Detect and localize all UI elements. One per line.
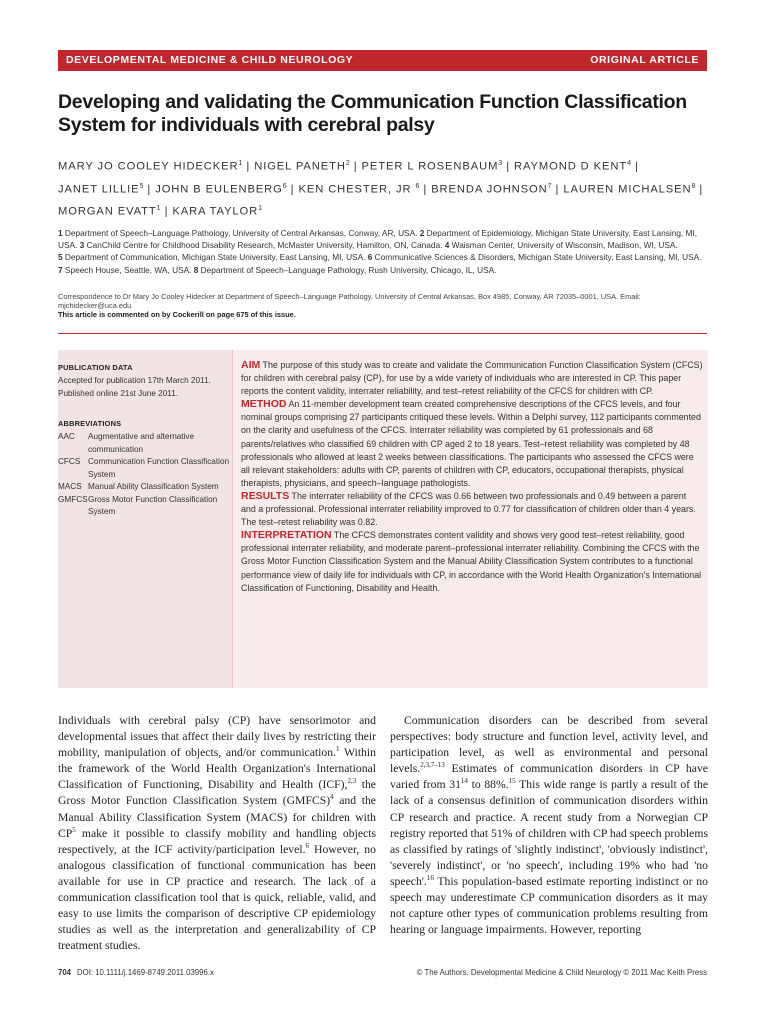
abstract-text: AIM The purpose of this study was to create and validate the Communication Function Classification System (CFCS) for children with cerebral palsy (CP), for use by a wide variety of individuals who are interested in CP. This paper reports the content validity, interrater reliability, and test–retest reliability of the CFCS for children with CP. METHOD An 11-member development team created comprehensive descriptions of the CFCS levels, and four nominal groups comprising 27 participants critiqued these levels. Within a Delphi survey, 112 participants commented on the clarity and usefulness of the CFCS. Interrater reliability was completed by 61 professionals and 68 parents/relatives who classified 69 children with CP aged 2 to 18 years. Test–retest reliability was completed by 48 professionals who allowed at least 2 weeks between classifications. The participants who assessed the CFCS were all relevant stakeholders: adults with CP, parents of children with CP, educators, occupational therapists, physical therapists, physicians, and speech–language pathologists. RESULTS The interrater reliability of the CFCS was 0.66 between two professionals and 0.49 between a parent and a professional. Professional interrater reliability improved to 0.77 for classification of children older than 4 years. The test–retest reliability was 0.82. INTERPRETATION The CFCS demonstrates content validity and shows very good test–retest reliability, good professional interrater reliability, and moderate parent–professional interrater reliability. Combining the CFCS with the Gross Motor Function Classification System and the Manual Ability Classification System contributes to a functional performance view of daily life for individuals with CP, in accordance with the World Health Organization's International Classification of Functioning, Disability and Health. (241, 359, 703, 593)
author-line: MARY JO COOLEY HIDECKER$^1$ | NIGEL PANETH$^2$ | PETER L ROSENBAUM$^3$ | RAYMOND D KENT$^4$ | (58, 160, 639, 173)
commentary-note: This article is commented on by Cockerill on page 675 of this issue. (58, 310, 296, 319)
publication-sidebar (58, 350, 232, 688)
doi: DOI: 10.1111/j.1469-8749.2011.03996.x (77, 968, 214, 977)
author-line: MORGAN EVATT$^1$ | KARA TAYLOR$^1$ (58, 205, 263, 219)
abbreviation-item: AAC Augmentative and alternative communication (58, 432, 195, 454)
page-number: 704 (58, 968, 72, 977)
abbreviation-item: CFCS Communication Function Classification System (58, 457, 230, 479)
article-type: ORIGINAL ARTICLE (590, 54, 699, 66)
affiliations: 1 Department of Speech–Language Pathology, University of Central Arkansas, Conway, AR, USA. 2 Department of Epidemiology, Michigan State University, East Lansing, MI, USA. 3 CanChild Centre for Childhood Disability Research, McMaster University, Hamilton, ON, Canada. 4 Waisman Center, University of Wisconsin, Madison, WI, USA. 5 Department of Communication, Michigan State University, East Lansing, MI, USA. 6 Communicative Sciences & Disorders, Michigan State University, East Lansing, MI, USA. 7 Speech House, Seattle, WA, USA. 8 Department of Speech–Language Pathology, Rush University, Chicago, IL, USA. (58, 228, 702, 275)
abstract-interpretation-heading: INTERPRETATION (241, 529, 332, 542)
footer-left (58, 968, 214, 977)
abstract-method-heading: METHOD (241, 398, 287, 411)
abbreviation-item: GMFCS Gross Motor Function Classification System (58, 494, 218, 516)
body-column-left: Individuals with cerebral palsy (CP) have sensorimotor and developmental issues that affect their daily lives by restricting their mobility, manipulation of objects, and/or communication.$^1$ Within the framework of the World Health Organization's International Classification of Functioning, Disability and Health (ICF),$^{2,3}$ the Gross Motor Function Classification System (GMFCS)$^4$ and the Manual Ability Classification System (MACS) for children with $CP^5$ make it possible to classify mobility and handling objects respectively, at the ICF activity/participation level.$^6$ However, no analogous classification of functional communication has been available for use in CP practice and research. The lack of a communication classification tool that is quick, reliable, valid, and easy to use limits the comparison of descriptive CP epidemiology studies as well as the interpretation and generalizability of CP treatment studies. (58, 714, 376, 953)
author-list (58, 154, 718, 222)
abbreviation-item: MACS Manual Ability Classification System (58, 482, 219, 491)
section-divider (58, 333, 707, 334)
abstract-aim-heading: AIM (241, 359, 261, 371)
correspondence: Correspondence to Dr Mary Jo Cooley Hidecker at Department of Speech–Language Pathology, University of Central Arkansas, Box 4985, Conway, AR 72035–0001, USA. Email: mjchidecker@uca.edu (58, 292, 641, 310)
publication-heading: PUBLICATION DATA (58, 363, 133, 372)
author-line: JANET LILLIE$^5$ | JOHN B EULENBERG$^6$ | KEN CHESTER, JR $^6$ | BRENDA JOHNSON$^7$ | LAUREN MICHALSEN$^8$ | (58, 182, 704, 196)
journal-banner (58, 50, 707, 71)
abstract-results-heading: RESULTS (241, 489, 290, 502)
journal-name: DEVELOPMENTAL MEDICINE & CHILD NEUROLOGY (66, 54, 354, 66)
body-column-right: Communication disorders can be described from several perspectives: body structure and function level, activity level, and participation level, as well as environmental and personal levels.$^{2,3,7-13}$ Estimates of communication disorders in CP have varied from $31^{14}$ to 88%.$^{15}$ This wide range is partly a result of the lack of a consensus definition of communication disorders within CP research and practice. A recent study from a Norwegian CP registry reported that 51% of children with CP had speech problems as classified by ratings of 'slightly indistinct', 'obviously indistinct', 'severely indistinct', or 'no speech', including 19% who had 'no speech'.$^{16}$ This population-based estimate reporting indistinct or no speech may underestimate CP communication disorders as it may not capture other types of communication problems resulting from hearing or language impairments. However, reporting (390, 714, 709, 937)
abbreviations-list (58, 431, 232, 519)
footer-copyright: © The Authors. Developmental Medicine & Child Neurology © 2011 Mac Keith Press (416, 968, 707, 977)
publication-dates: Accepted for publication 17th March 2011. Published online 21st June 2011. (58, 376, 211, 398)
abstract-box (232, 350, 708, 688)
article-title: Developing and validating the Communication Function Classification System for individuals with cerebral palsy (58, 91, 687, 136)
abbreviations-heading: ABBREVIATIONS (58, 419, 122, 428)
